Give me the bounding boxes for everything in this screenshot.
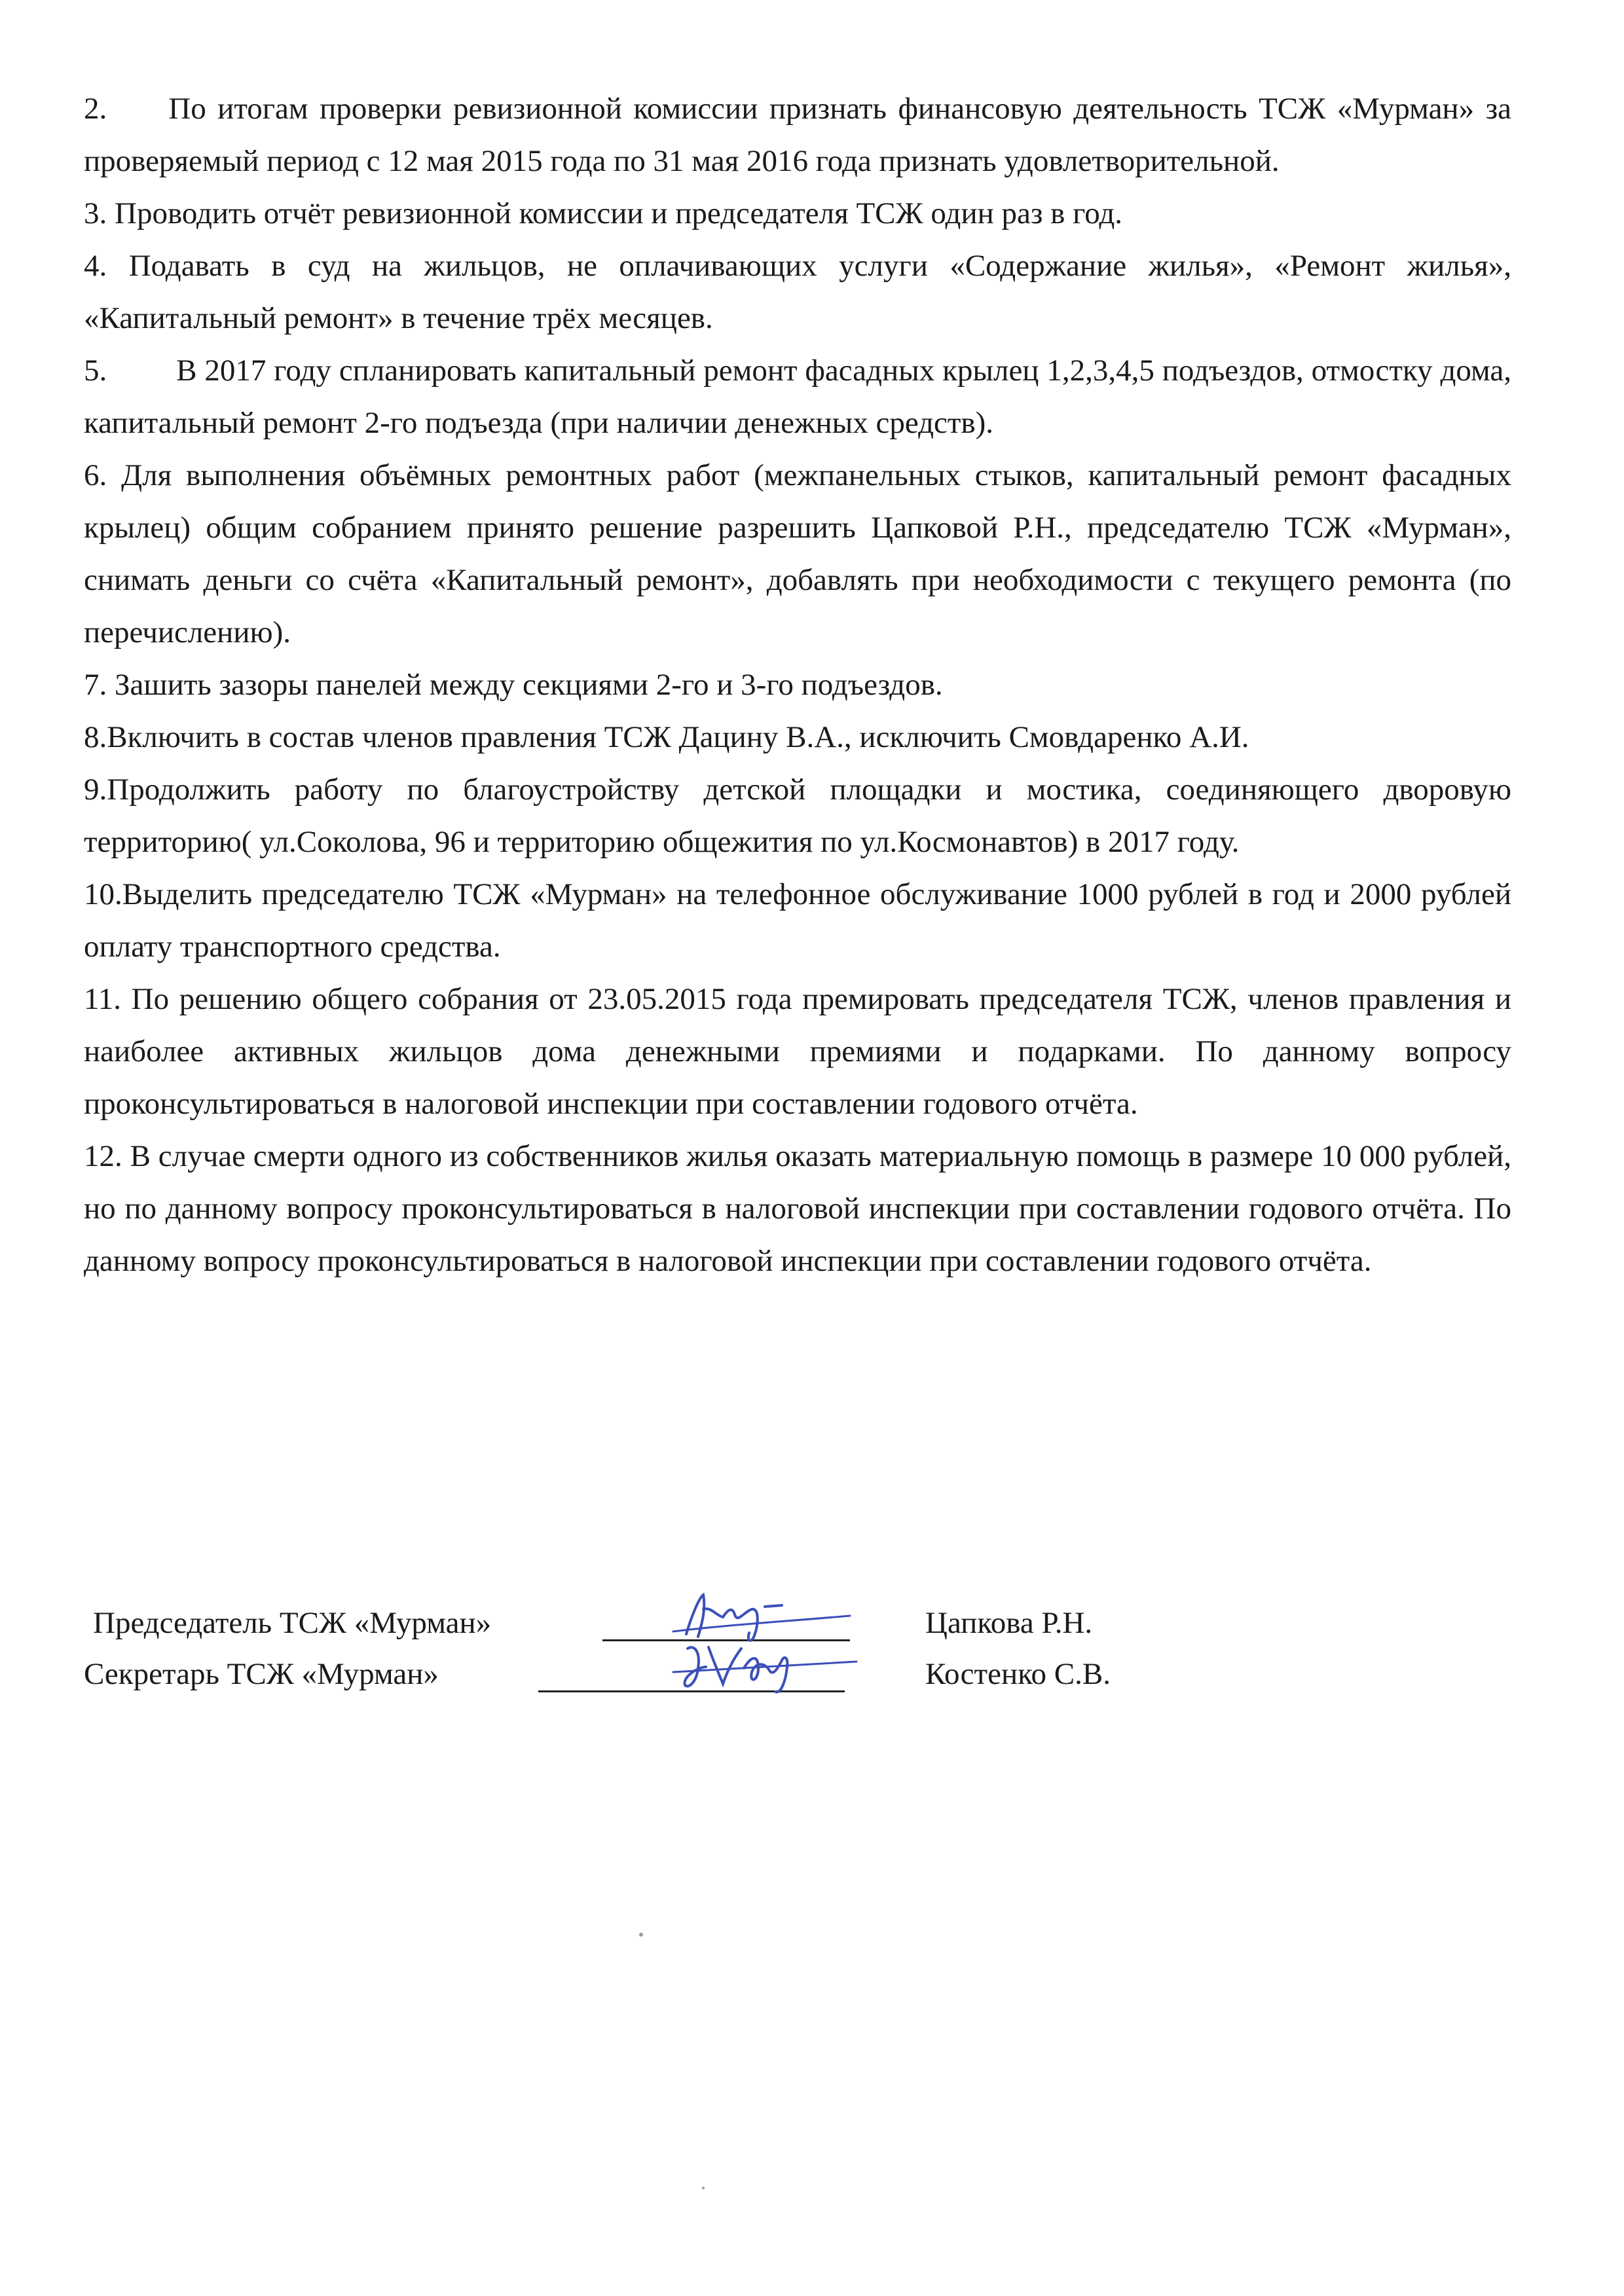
scan-speck [702, 2187, 705, 2189]
secretary-handwritten-signature [660, 1629, 870, 1701]
resolution-item-5: 5. В 2017 году спланировать капитальный ремонт фасадных крылец 1,2,3,4,5 подъездов, отмостку дома, капитальный ремонт 2-го подъезда (при наличии денежных средств). [84, 354, 1511, 440]
secretary-signature-row [84, 1649, 1511, 1700]
chairman-name: Цапкова Р.Н. [925, 1606, 1093, 1640]
resolution-item-10: 10.Выделить председателю ТСЖ «Мурман» на телефонное обслуживание 1000 рублей в год и 2000 рублей оплату транспортного средства. [84, 877, 1511, 964]
chairman-role: Председатель ТСЖ «Мурман» [93, 1606, 492, 1640]
resolution-item-11: 11. По решению общего собрания от 23.05.2015 года премировать председателя ТСЖ, членов правления и наиболее активных жильцов дома денежными премиями и подарками. По данному вопросу проконсультироваться в налоговой инспекции при составлении годового отчёта. [84, 982, 1511, 1121]
scan-speck [639, 1933, 643, 1937]
resolution-item-4: 4. Подавать в суд на жильцов, не оплачивающих услуги «Содержание жилья», «Ремонт жилья», «Капитальный ремонт» в течение трёх месяцев. [84, 249, 1511, 335]
resolution-list [84, 82, 1511, 1287]
secretary-role: Секретарь ТСЖ «Мурман» [84, 1657, 439, 1691]
resolution-item-9: 9.Продолжить работу по благоустройству детской площадки и мостика, соединяющего дворовую территорию( ул.Соколова, 96 и территорию общежития по ул.Космонавтов) в 2017 году. [84, 773, 1511, 859]
resolution-item-12: 12. В случае смерти одного из собственников жилья оказать материальную помощь в размере 10 000 рублей, но по данному вопросу проконсультироваться в налоговой инспекции при составлении годового отчёта. По данному вопросу проконсультироваться в налоговой инспекции при составлении годового отчёта. [84, 1139, 1511, 1278]
resolution-item-7: 7. Зашить зазоры панелей между секциями 2-го и 3-го подъездов. [84, 668, 943, 702]
secretary-name: Костенко С.В. [925, 1657, 1111, 1691]
resolution-item-6: 6. Для выполнения объёмных ремонтных работ (межпанельных стыков, капитальный ремонт фасадных крылец) общим собранием принято решение разрешить Цапковой Р.Н., председателю ТСЖ «Мурман», снимать деньги со счёта «Капитальный ремонт», добавлять при необходимости с текущего ремонта (по перечислению). [84, 458, 1511, 649]
resolution-item-8: 8.Включить в состав членов правления ТСЖ Дацину В.А., исключить Смовдаренко А.И. [84, 720, 1249, 754]
signature-block [84, 1597, 1511, 1700]
resolution-item-3: 3. Проводить отчёт ревизионной комиссии и председателя ТСЖ один раз в год. [84, 196, 1123, 230]
resolution-item-2: 2. По итогам проверки ревизионной комиссии признать финансовую деятельность ТСЖ «Мурман» за проверяемый период с 12 мая 2015 года по 31 мая 2016 года признать удовлетворительной. [84, 92, 1511, 178]
